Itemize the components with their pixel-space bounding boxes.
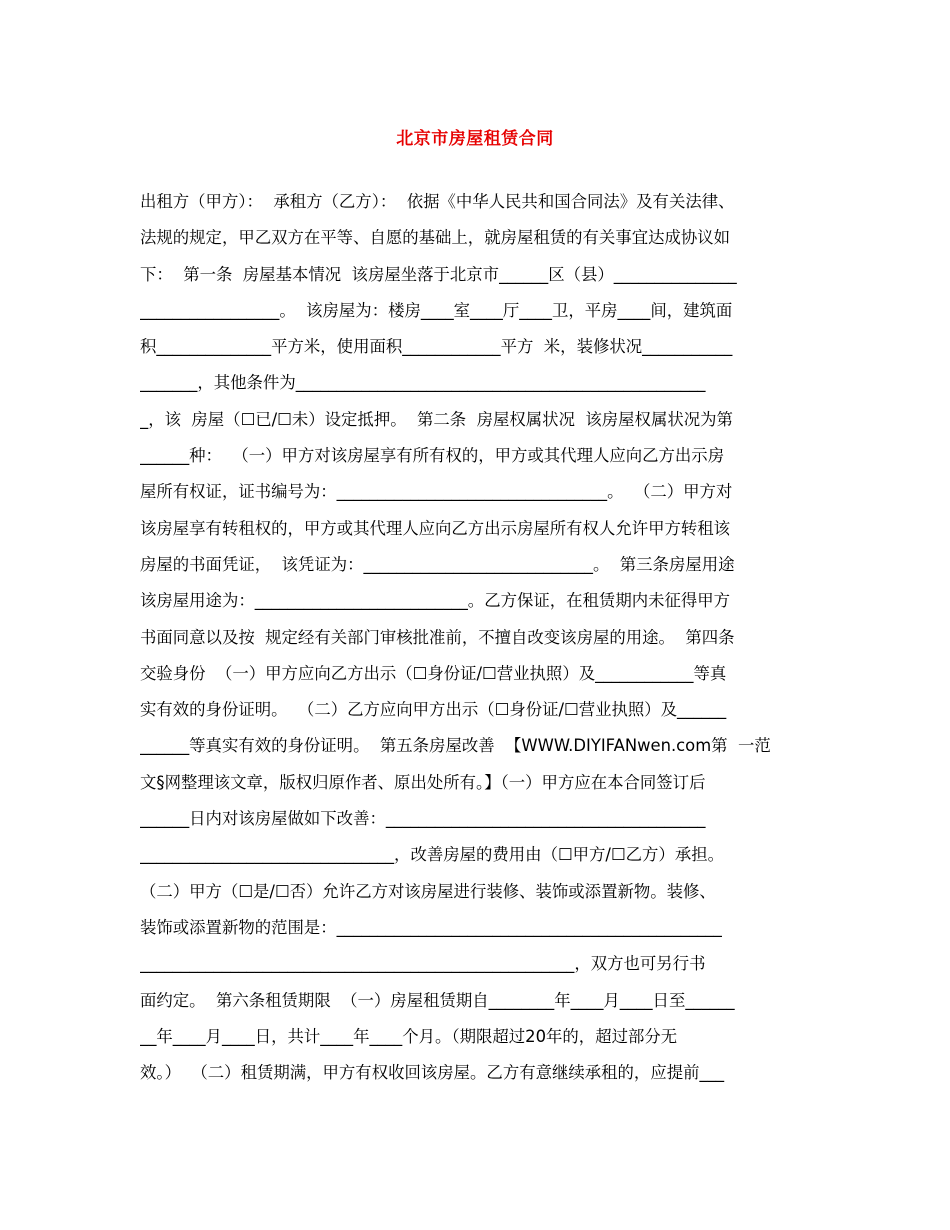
contract-text-line: 书面同意以及按 规定经有关部门审核批准前，不擅自改变该房屋的用途。 第四条 — [140, 627, 735, 647]
contract-body — [140, 184, 813, 1091]
contract-text-line: __年____月____日，共计____年____个月。（期限超过20年的，超过部分无 — [140, 1026, 678, 1046]
contract-text-line: 积______________平方米，使用面积____________平方 米，装修状况___________ — [140, 337, 733, 357]
contract-text-line: 下： 第一条 房屋基本情况 该房屋坐落于北京市______区（县）_______________ — [140, 264, 737, 284]
contract-text-line: ______日内对该房屋做如下改善：_______________________________________ — [140, 809, 706, 829]
contract-text-line: 该房屋用途为：__________________________。乙方保证，在租赁期内未征得甲方 — [140, 591, 731, 611]
contract-text-line: 效。） （二）租赁期满，甲方有权收回该房屋。乙方有意继续承租的，应提前___ — [140, 1063, 725, 1083]
contract-text-line: 面约定。 第六条租赁期限 （一）房屋租赁期自________年____月____日至______ — [140, 990, 735, 1010]
document-title: 北京市房屋租赁合同 — [396, 129, 554, 149]
contract-text-line: 实有效的身份证明。 （二）乙方应向甲方出示（☐身份证/☐营业执照）及______ — [140, 700, 727, 720]
contract-text-line: _______________________________，改善房屋的费用由（☐甲方/☐乙方）承担。 — [140, 845, 724, 865]
contract-text-line: 法规的规定，甲乙双方在平等、自愿的基础上，就房屋租赁的有关事宜达成协议如 — [140, 228, 731, 248]
contract-text-line: 该房屋享有转租权的，甲方或其代理人应向乙方出示房屋所有权人允许甲方转租该 — [140, 518, 731, 538]
contract-text-line: ______种： （一）甲方对该房屋享有所有权的，甲方或其代理人应向乙方出示房 — [140, 446, 725, 466]
contract-text-line: _____________________________________________________，双方也可另行书 — [140, 954, 706, 974]
contract-text-line: 交验身份 （一）甲方应向乙方出示（☐身份证/☐营业执照）及____________等真 — [140, 663, 727, 683]
contract-text-line: 出租方（甲方）： 承租方（乙方）： 依据《中华人民共和国合同法》及有关法律、 — [140, 192, 735, 211]
contract-text-line: _______，其他条件为__________________________________________________ — [140, 373, 706, 393]
contract-text-line: （二）甲方（☐是/☐否）允许乙方对该房屋进行装修、装饰或添置新物。装修、 — [140, 881, 716, 901]
contract-text-line: 文§网整理该文章，版权归原作者、原出处所有。】（一）甲方应在本合同签订后 — [140, 772, 706, 792]
contract-text-line: 屋所有权证，证书编号为：_________________________________。 （二）甲方对 — [140, 482, 733, 502]
contract-text-line: _________________。 该房屋为：楼房____室____厅____卫，平房____间，建筑面 — [140, 300, 733, 320]
contract-text-line: 装饰或添置新物的范围是：_______________________________________________ — [140, 917, 722, 937]
contract-text-line: ______等真实有效的身份证明。 第五条房屋改善 【WWW.DIYIFANwen.com第 一范 — [140, 736, 771, 756]
contract-text-line: 房屋的书面凭证， 该凭证为：____________________________。 第三条房屋用途 — [140, 554, 735, 574]
contract-text-line: _，该 房屋（☐已/☐未）设定抵押。 第二条 房屋权属状况 该房屋权属状况为第 — [140, 409, 733, 429]
